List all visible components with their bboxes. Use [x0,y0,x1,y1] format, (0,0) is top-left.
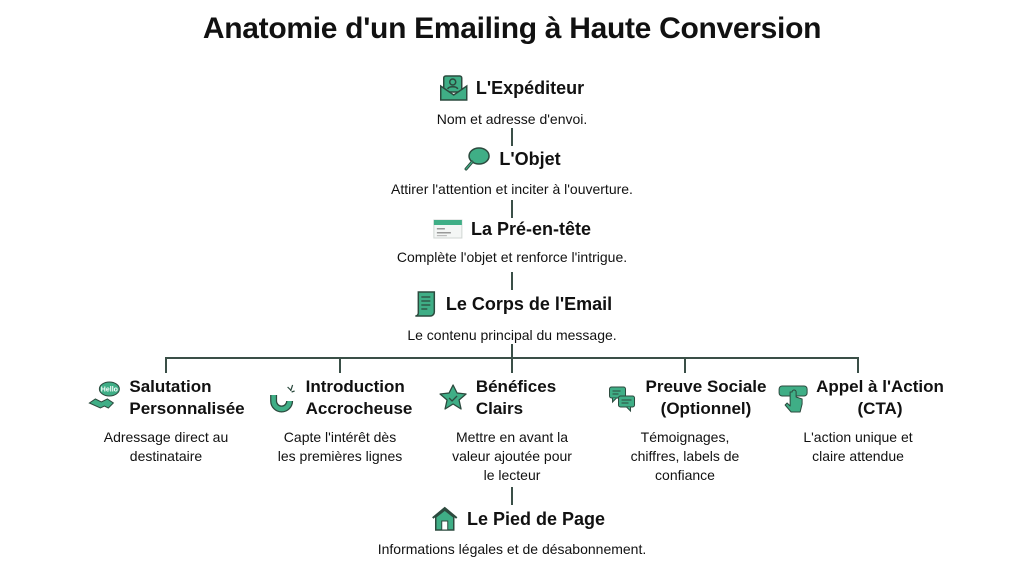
part-title: Introduction [305,377,405,396]
part-description: claire attendue [812,448,904,464]
node-body [407,290,616,345]
part-title: (Optionnel) [660,399,752,418]
part-social-proof [608,376,767,485]
part-benefits [437,376,572,485]
node-description: Attirer l'attention et inciter à l'ouverture. [391,181,633,197]
part-salutation [87,376,244,466]
connector [857,357,859,373]
part-title: Preuve Sociale [645,377,767,396]
node-title: La Pré-en-tête [470,218,592,239]
node-title: L'Objet [499,148,561,169]
part-description: Mettre en avant la [455,429,569,445]
envelope-user-icon [440,74,468,102]
preheader-window-icon [433,218,463,240]
star-check-icon [438,383,468,413]
part-title: Personnalisée [129,399,245,418]
part-title: Salutation [129,377,212,396]
part-description: le lecteur [483,467,541,483]
part-description: Capte l'intérêt dès [283,429,397,445]
part-title: (CTA) [857,399,903,418]
part-title: Clairs [475,399,524,418]
node-description: Complète l'objet et renforce l'intrigue. [396,249,628,265]
node-title: Le Pied de Page [466,508,606,529]
part-cta [778,376,944,466]
home-icon [431,506,459,532]
part-title: Accrocheuse [305,399,413,418]
connector [684,357,686,373]
node-preheader [397,218,627,267]
connector [511,128,513,146]
magnifier-icon [463,146,491,172]
chat-bubbles-icon [608,383,638,413]
magnet-icon [268,383,298,413]
part-description: confiance [655,467,715,483]
part-description: Témoignages, [640,429,730,445]
node-description: Informations légales et de désabonnement. [377,541,647,557]
node-title: L'Expéditeur [475,77,585,98]
node-footer [377,506,653,559]
part-description: chiffres, labels de [630,448,740,464]
svg-text:Hello: Hello [100,386,118,394]
connector [511,344,513,358]
connector [339,357,341,373]
connector [511,487,513,505]
connector [511,200,513,218]
node-sender [437,74,588,129]
node-description: Le contenu principal du message. [407,327,617,343]
node-title: Le Corps de l'Email [445,293,613,314]
part-introduction [268,376,413,466]
connector [511,357,513,373]
part-title: Bénéfices [475,377,557,396]
connector [165,357,167,373]
part-description: L'action unique et [803,429,913,445]
connector [511,272,513,290]
node-subject [391,146,633,199]
part-description: destinataire [129,448,203,464]
part-description: Adressage direct au [103,429,229,445]
click-button-icon [778,382,808,414]
part-title: Appel à l'Action [816,377,944,396]
diagram-title: Anatomie d'un Emailing à Haute Conversion [202,12,822,45]
node-description: Nom et adresse d'envoi. [436,111,588,127]
part-description: valeur ajoutée pour [452,448,572,464]
handshake-hello-icon [87,381,121,415]
scroll-document-icon [412,290,438,318]
part-description: les premières lignes [277,448,403,464]
